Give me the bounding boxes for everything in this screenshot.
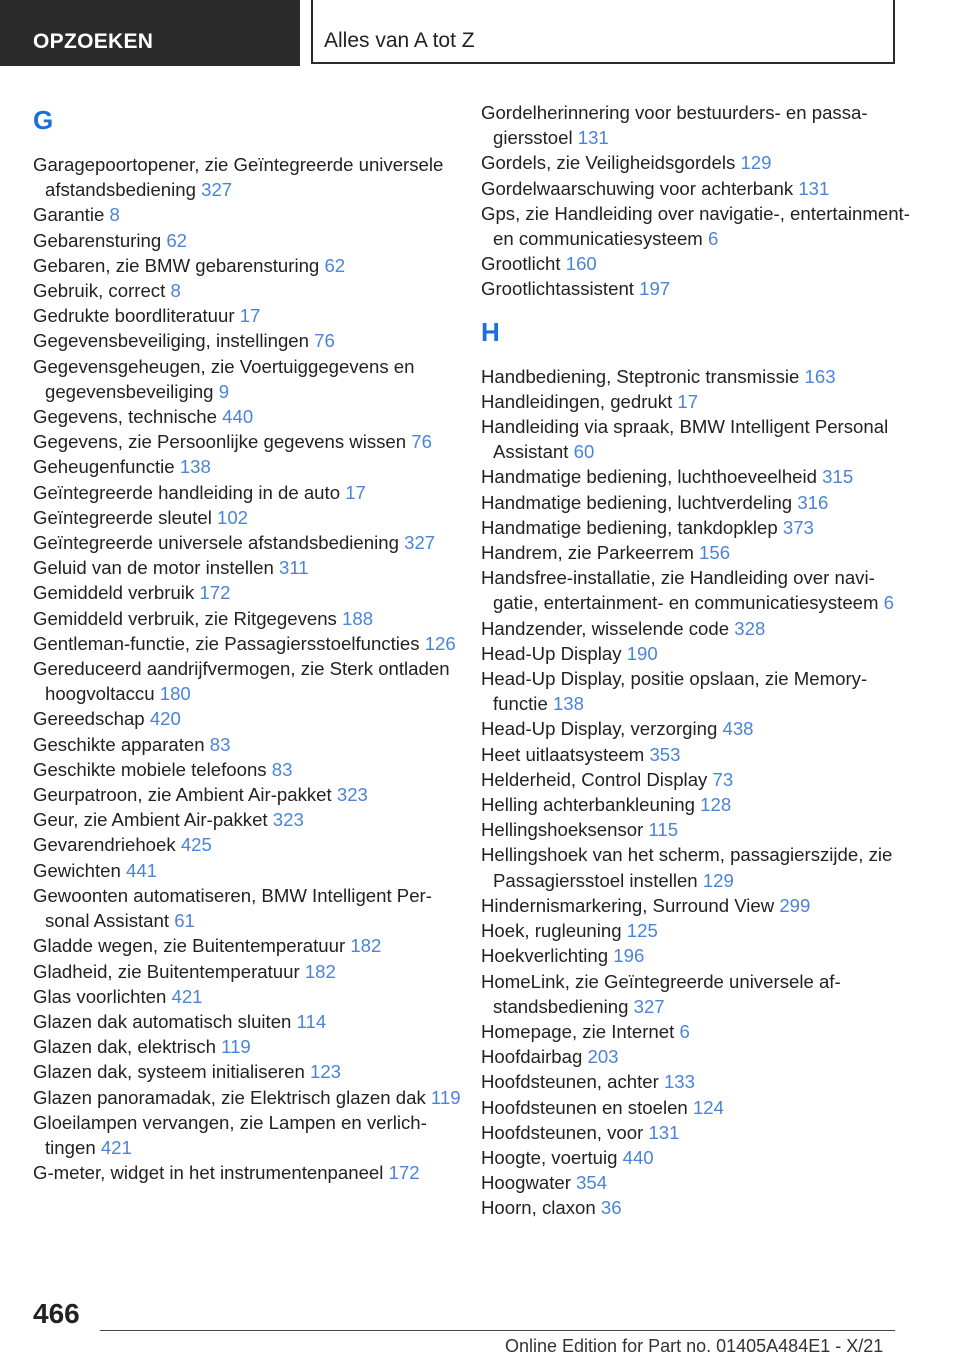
entry-term: Gegevensbeveiliging, instellingen: [33, 330, 309, 352]
page-link[interactable]: 126: [424, 632, 456, 654]
page-link[interactable]: 76: [314, 330, 335, 352]
entry-term: Geur, zie Ambient Air-pakket: [33, 809, 268, 831]
page-link[interactable]: 17: [345, 481, 366, 503]
index-entry: [481, 464, 911, 489]
index-entry: [33, 555, 463, 580]
entry-term: Gebarensturing: [33, 229, 162, 251]
entry-term: HomeLink, zie Geïntegreerde universele afstandsbediening: [481, 970, 841, 1017]
page-link[interactable]: 6: [707, 228, 719, 250]
entry-term: Gladheid, zie Buitentemperatuur: [33, 960, 300, 982]
page-link[interactable]: 315: [822, 466, 854, 488]
index-entry: [33, 454, 463, 479]
page-link[interactable]: 203: [587, 1046, 619, 1068]
entry-term: Gordels, zie Veiligheidsgordels: [481, 152, 736, 174]
page-link[interactable]: 180: [159, 683, 191, 705]
page-link[interactable]: 119: [221, 1036, 251, 1058]
index-entry: [33, 202, 463, 227]
page-link[interactable]: 6: [883, 592, 894, 614]
page-link[interactable]: 123: [309, 1061, 342, 1083]
page-link[interactable]: 421: [171, 985, 203, 1007]
index-entry: [481, 842, 911, 892]
entry-term: Garantie: [33, 204, 105, 226]
index-entry: [33, 429, 463, 454]
entry-term: Gebaren, zie BMW gebarensturing: [33, 254, 320, 276]
entry-term: Geschikte apparaten: [33, 733, 205, 755]
page-link[interactable]: 316: [797, 491, 829, 513]
entry-term: Hoofdsteunen, voor: [481, 1121, 644, 1143]
page-link[interactable]: 163: [804, 365, 836, 387]
page-link[interactable]: 373: [782, 516, 814, 538]
index-entry: [481, 1170, 911, 1195]
index-entry: [481, 540, 911, 565]
entry-term: Handbediening, Steptronic transmissie: [481, 365, 800, 387]
entry-list: [33, 152, 463, 1185]
page-link[interactable]: 353: [649, 743, 681, 765]
page-link[interactable]: 196: [613, 945, 645, 967]
page-link[interactable]: 182: [350, 935, 382, 957]
page-link[interactable]: 190: [626, 642, 658, 664]
page-link[interactable]: 323: [272, 809, 304, 831]
page-header: [0, 0, 960, 66]
entry-term: Gevarendriehoek: [33, 834, 176, 856]
entry-term: Geheugenfunctie: [33, 456, 175, 478]
entry-term: Handzender, wisselende code: [481, 617, 730, 639]
index-entry: [481, 364, 911, 389]
entry-term: Gloeilampen vervangen, zie Lampen en verlichtingen: [33, 1111, 427, 1158]
index-entry: [33, 228, 463, 253]
entry-term: Geurpatroon, zie Ambient Air-pakket: [33, 784, 332, 806]
index-entry: [481, 792, 911, 817]
entry-term: Hindernismarkering, Surround View: [481, 894, 775, 916]
index-entry: [481, 1095, 911, 1120]
index-entry: [33, 832, 463, 857]
entry-term: Handmatige bediening, tankdopklep: [481, 516, 778, 538]
page-link[interactable]: 17: [677, 390, 699, 412]
index-entry: [481, 666, 911, 716]
page-link[interactable]: 129: [702, 869, 734, 891]
page-link[interactable]: 114: [296, 1010, 327, 1032]
entry-term: Gebruik, correct: [33, 280, 166, 302]
page-link[interactable]: 9: [218, 380, 230, 402]
page-link[interactable]: 83: [209, 733, 231, 755]
entry-term: Handmatige bediening, luchtverdeling: [481, 491, 793, 513]
index-entry: [481, 515, 911, 540]
index-entry: [33, 580, 463, 605]
index-entry: [481, 1145, 911, 1170]
page-link[interactable]: 131: [648, 1121, 680, 1143]
index-entry: [481, 251, 911, 276]
index-entry: [481, 641, 911, 666]
entry-term: Gladde wegen, zie Buitentemperatuur: [33, 935, 346, 957]
index-entry: [33, 354, 463, 404]
index-entry: [33, 858, 463, 883]
index-entry: [33, 303, 463, 328]
entry-term: Glazen dak, elektrisch: [33, 1036, 216, 1058]
entry-term: Gemiddeld verbruik, zie Ritgegevens: [33, 607, 337, 629]
entry-term: Hoorn, claxon: [481, 1197, 596, 1219]
index-entry: [33, 1085, 463, 1110]
page-link[interactable]: 328: [734, 617, 766, 639]
index-entry: [481, 767, 911, 792]
index-entry: [33, 404, 463, 429]
index-entry: [481, 176, 911, 201]
page-link[interactable]: 8: [109, 204, 120, 226]
page-link[interactable]: 36: [600, 1197, 622, 1219]
index-entry: [33, 782, 463, 807]
index-entry: [33, 253, 463, 278]
page-link[interactable]: 131: [798, 177, 830, 199]
entry-term: Head-Up Display, verzorging: [481, 718, 718, 740]
index-entry: [481, 817, 911, 842]
entry-term: Geïntegreerde universele afstandsbediening: [33, 532, 399, 554]
page-link[interactable]: 128: [700, 794, 732, 816]
index-entry: [33, 1034, 463, 1059]
entry-term: Gegevens, zie Persoonlijke gegevens wissen: [33, 431, 407, 453]
page-link[interactable]: 172: [388, 1162, 420, 1184]
index-entry: [481, 616, 911, 641]
entry-term: Hoofdairbag: [481, 1046, 583, 1068]
page-link[interactable]: 197: [639, 278, 671, 300]
page-link[interactable]: 323: [336, 784, 368, 806]
entry-term: Hoofdsteunen en stoelen: [481, 1096, 688, 1118]
page-link[interactable]: 125: [626, 920, 658, 942]
index-entry: [33, 1059, 463, 1084]
entry-term: Gereedschap: [33, 708, 145, 730]
entry-term: Helling achterbankleuning: [481, 794, 695, 816]
entry-term: Hoekverlichting: [481, 945, 609, 967]
index-entry: [33, 656, 463, 706]
page-link[interactable]: 138: [179, 456, 211, 478]
page-link[interactable]: 6: [679, 1020, 690, 1042]
index-entry: [481, 943, 911, 968]
page-link[interactable]: 421: [100, 1136, 132, 1158]
entry-list: [481, 100, 911, 302]
page-link[interactable]: 76: [411, 431, 432, 453]
entry-term: G-meter, widget in het instrumentenpaneel: [33, 1162, 384, 1184]
page-link[interactable]: 138: [552, 693, 584, 715]
entry-term: Gewoonten automatiseren, BMW Intelligent Personal Assistant: [33, 884, 432, 932]
index-entry: [33, 505, 463, 530]
index-entry: [481, 1044, 911, 1069]
page-link[interactable]: 102: [217, 506, 249, 528]
index-letter-h: H: [481, 316, 500, 347]
entry-term: Garagepoortopener, zie Geïntegreerde universele afstandsbediening: [33, 154, 444, 201]
entry-term: Handsfree-installatie, zie Handleiding over navigatie, entertainment- en communicatiesysteem: [481, 567, 879, 614]
page-link[interactable]: 354: [576, 1172, 608, 1194]
page-link[interactable]: 425: [180, 834, 212, 856]
page-link[interactable]: 8: [170, 280, 181, 302]
index-entry: [33, 959, 463, 984]
index-entry: [481, 1120, 911, 1145]
index-entry: [33, 883, 463, 933]
edition-note: Online Edition for Part no. 01405A484E1 - X/21: [505, 1336, 884, 1356]
entry-term: Hellingshoeksensor: [481, 819, 644, 841]
index-entry: [481, 1069, 911, 1094]
entry-term: Hoogwater: [481, 1172, 571, 1194]
entry-term: Gewichten: [33, 859, 121, 881]
entry-term: Gordelherinnering voor bestuurders- en passagiersstoel: [481, 102, 868, 149]
entry-term: Handrem, zie Parkeerrem: [481, 542, 694, 564]
index-entry: [481, 201, 911, 251]
index-column-right: [481, 100, 911, 1221]
index-entry: [481, 893, 911, 918]
page-link[interactable]: 73: [712, 768, 734, 790]
page-link[interactable]: 129: [740, 152, 772, 174]
entry-term: Grootlichtassistent: [481, 278, 634, 300]
entry-term: Geluid van de motor instellen: [33, 557, 274, 579]
page-link[interactable]: 60: [573, 441, 595, 463]
page-link[interactable]: 62: [324, 254, 346, 276]
entry-term: Geïntegreerde handleiding in de auto: [33, 481, 341, 503]
entry-term: Hoofdsteunen, achter: [481, 1071, 659, 1093]
index-entry: [481, 1195, 911, 1220]
entry-term: Gemiddeld verbruik: [33, 582, 195, 604]
index-entry: [33, 606, 463, 631]
entry-term: Geschikte mobiele telefoons: [33, 758, 267, 780]
index-entry: [33, 1009, 463, 1034]
page-link[interactable]: 156: [699, 542, 731, 564]
index-entry: [33, 480, 463, 505]
page-link[interactable]: 182: [304, 960, 336, 982]
index-entry: [481, 742, 911, 767]
page-link[interactable]: 299: [779, 894, 811, 916]
page-link[interactable]: 124: [692, 1096, 724, 1118]
entry-term: Gps, zie Handleiding over navigatie-, entertainment- en communicatiesysteem: [481, 202, 910, 250]
index-entry: [33, 1160, 463, 1185]
entry-term: Heet uitlaatsysteem: [481, 743, 645, 765]
page-link[interactable]: 188: [342, 607, 374, 629]
entry-term: Gedrukte boordliteratuur: [33, 305, 235, 327]
section-tab[interactable]: OPZOEKEN: [0, 0, 300, 66]
entry-term: Head-Up Display, positie opslaan, zie Memory-functie: [481, 668, 868, 715]
entry-term: Head-Up Display: [481, 642, 622, 664]
index-entry: [33, 984, 463, 1009]
page-link[interactable]: 440: [622, 1146, 654, 1168]
page-link[interactable]: 420: [149, 708, 181, 730]
index-entry: [33, 631, 463, 656]
index-entry: [481, 1019, 911, 1044]
page-link[interactable]: 61: [174, 910, 195, 932]
index-entry: [481, 969, 911, 1019]
page-link[interactable]: 160: [565, 253, 597, 275]
index-entry: [481, 276, 911, 301]
footer-divider: [100, 1330, 895, 1331]
page-number: 466: [33, 1298, 80, 1329]
index-entry: [481, 565, 911, 615]
page-link[interactable]: 131: [577, 127, 609, 149]
entry-term: Glazen dak automatisch sluiten: [33, 1010, 292, 1032]
page-link[interactable]: 133: [663, 1071, 695, 1093]
entry-term: Glas voorlichten: [33, 985, 167, 1007]
page-link[interactable]: 311: [279, 557, 309, 579]
page-link[interactable]: 115: [648, 819, 679, 841]
entry-term: Gegevens, technische: [33, 406, 217, 428]
entry-term: Handleiding via spraak, BMW Intelligent Personal Assistant: [481, 416, 889, 463]
index-entry: [481, 918, 911, 943]
page-link[interactable]: 83: [271, 758, 293, 780]
index-letter-g: G: [33, 105, 54, 135]
entry-term: Geïntegreerde sleutel: [33, 506, 212, 528]
entry-list: [481, 364, 911, 1221]
entry-term: Hoogte, voertuig: [481, 1146, 618, 1168]
entry-term: Glazen dak, systeem initialiseren: [33, 1061, 305, 1083]
entry-term: Handmatige bediening, luchthoeveelheid: [481, 466, 817, 488]
page-link[interactable]: 438: [722, 718, 754, 740]
page-link[interactable]: 440: [222, 406, 254, 428]
index-entry: [33, 530, 463, 555]
page-link[interactable]: 17: [239, 305, 261, 327]
index-entry: [481, 150, 911, 175]
index-entry: [481, 389, 911, 414]
entry-term: Hoek, rugleuning: [481, 920, 622, 942]
entry-term: Helderheid, Control Display: [481, 768, 708, 790]
section-title: Alles van A tot Z: [311, 0, 895, 64]
index-entry: [33, 328, 463, 353]
entry-term: Handleidingen, gedrukt: [481, 390, 673, 412]
index-entry: [33, 933, 463, 958]
index-entry: [481, 716, 911, 741]
index-entry: [481, 100, 911, 150]
page-link[interactable]: 327: [404, 532, 436, 554]
index-entry: [33, 807, 463, 832]
index-entry: [33, 1110, 463, 1160]
entry-term: Glazen panoramadak, zie Elektrisch glazen dak: [33, 1086, 426, 1108]
entry-term: Gentleman-functie, zie Passagiersstoelfuncties: [33, 632, 420, 654]
index-entry: [33, 278, 463, 303]
index-entry: [33, 706, 463, 731]
index-entry: [481, 490, 911, 515]
entry-term: Gordelwaarschuwing voor achterbank: [481, 177, 794, 199]
index-entry: [33, 757, 463, 782]
page-link[interactable]: 327: [633, 995, 665, 1017]
index-entry: [33, 732, 463, 757]
page-link[interactable]: 441: [126, 859, 158, 881]
entry-term: Hellingshoek van het scherm, passagierszijde, zie Passagiersstoel instellen: [481, 844, 893, 891]
page-link[interactable]: 119: [430, 1086, 461, 1108]
entry-term: Homepage, zie Internet: [481, 1020, 675, 1042]
index-column-left: [33, 100, 463, 1185]
index-entry: [33, 152, 463, 202]
page-link[interactable]: 172: [199, 582, 231, 604]
page-link[interactable]: 327: [201, 179, 233, 201]
page-link[interactable]: 62: [166, 229, 188, 251]
index-entry: [481, 414, 911, 464]
entry-term: Gegevensgeheugen, zie Voertuiggegevens en gegevensbeveiliging: [33, 355, 415, 402]
entry-term: Grootlicht: [481, 253, 561, 275]
entry-term: Gereduceerd aandrijfvermogen, zie Sterk ontladen hoogvoltaccu: [33, 658, 450, 705]
